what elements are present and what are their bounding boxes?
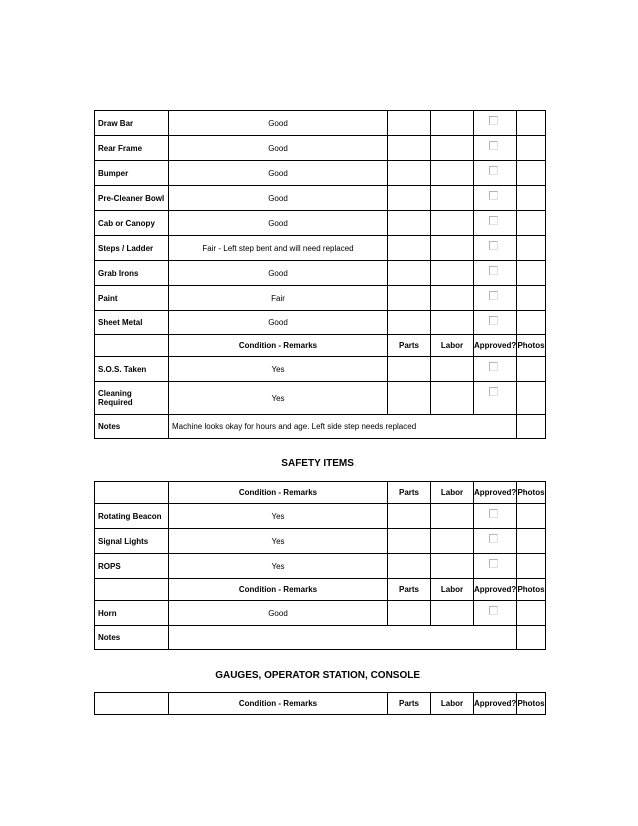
item-label: Pre-Cleaner Bowl [95, 186, 169, 211]
notes-row [95, 626, 546, 650]
inspection-row [95, 136, 546, 161]
approved-checkbox[interactable] [489, 291, 498, 300]
item-label: Signal Lights [95, 529, 169, 554]
condition-remark: Good [169, 311, 388, 335]
gauges-title-text: GAUGES, OPERATOR STATION, CONSOLE [215, 670, 421, 681]
approved-checkbox[interactable] [489, 266, 498, 275]
item-label: Paint [95, 286, 169, 311]
labor-cell[interactable] [431, 186, 474, 211]
condition-remark: Good [169, 211, 388, 236]
parts-cell[interactable] [388, 554, 431, 579]
parts-cell[interactable] [388, 504, 431, 529]
labor-cell[interactable] [431, 382, 474, 415]
approved-checkbox[interactable] [489, 509, 498, 518]
labor-header: Labor [431, 482, 474, 504]
labor-cell[interactable] [431, 504, 474, 529]
labor-cell[interactable] [431, 136, 474, 161]
approved-cell [474, 357, 517, 382]
labor-cell[interactable] [431, 111, 474, 136]
parts-cell[interactable] [388, 529, 431, 554]
parts-cell[interactable] [388, 111, 431, 136]
labor-cell[interactable] [431, 601, 474, 626]
column-header-row [95, 335, 546, 357]
general-inspection-table [94, 110, 546, 439]
item-label: ROPS [95, 554, 169, 579]
condition-remark: Yes [169, 357, 388, 382]
approved-checkbox[interactable] [489, 606, 498, 615]
condition-remark: Good [169, 111, 388, 136]
item-label: Sheet Metal [95, 311, 169, 335]
condition-remark: Good [169, 186, 388, 211]
photos-cell[interactable] [517, 261, 546, 286]
approved-cell [474, 236, 517, 261]
approved-header: Approved? [474, 482, 517, 504]
approved-checkbox[interactable] [489, 387, 498, 396]
parts-header: Parts [388, 693, 431, 715]
photos-cell[interactable] [517, 529, 546, 554]
inspection-row [95, 504, 546, 529]
notes-text[interactable]: Machine looks okay for hours and age. Left side step needs replaced [169, 415, 517, 439]
photos-cell[interactable] [517, 601, 546, 626]
parts-header: Parts [388, 335, 431, 357]
approved-checkbox[interactable] [489, 316, 498, 325]
approved-checkbox[interactable] [489, 116, 498, 125]
condition-remark: Good [169, 161, 388, 186]
approved-cell [474, 286, 517, 311]
photos-header: Photos [517, 693, 546, 715]
approved-checkbox[interactable] [489, 166, 498, 175]
approved-checkbox[interactable] [489, 241, 498, 250]
safety-items-table [94, 481, 546, 650]
approved-cell [474, 111, 517, 136]
item-label: Steps / Ladder [95, 236, 169, 261]
approved-checkbox[interactable] [489, 141, 498, 150]
approved-checkbox[interactable] [489, 362, 498, 371]
approved-cell [474, 601, 517, 626]
approved-cell [474, 186, 517, 211]
approved-cell [474, 311, 517, 335]
photos-header: Photos [517, 335, 546, 357]
approved-cell [474, 529, 517, 554]
parts-header: Parts [388, 579, 431, 601]
item-label: Bumper [95, 161, 169, 186]
approved-cell [474, 136, 517, 161]
column-header-row [95, 579, 546, 601]
approved-cell [474, 504, 517, 529]
labor-cell[interactable] [431, 211, 474, 236]
approved-checkbox[interactable] [489, 216, 498, 225]
photos-cell[interactable] [517, 626, 546, 650]
gauges-table [94, 692, 546, 715]
photos-cell[interactable] [517, 111, 546, 136]
labor-header: Labor [431, 335, 474, 357]
approved-header: Approved? [474, 335, 517, 357]
safety-title-text: SAFETY ITEMS [281, 458, 354, 469]
safety-items-title [0, 458, 638, 469]
item-label: Cleaning Required [95, 382, 169, 415]
title-dot: . [353, 458, 357, 469]
photos-cell[interactable] [517, 357, 546, 382]
labor-header: Labor [431, 579, 474, 601]
condition-remark: Yes [169, 504, 388, 529]
item-label: Grab Irons [95, 261, 169, 286]
condition-header: Condition - Remarks [169, 693, 388, 715]
labor-cell[interactable] [431, 286, 474, 311]
photos-cell[interactable] [517, 211, 546, 236]
header-blank [95, 579, 169, 601]
photos-cell[interactable] [517, 161, 546, 186]
inspection-row [95, 261, 546, 286]
notes-row [95, 415, 546, 439]
labor-cell[interactable] [431, 529, 474, 554]
photos-cell[interactable] [517, 186, 546, 211]
photos-cell[interactable] [517, 415, 546, 439]
parts-header: Parts [388, 482, 431, 504]
approved-cell [474, 211, 517, 236]
parts-cell[interactable] [388, 161, 431, 186]
photos-cell[interactable] [517, 311, 546, 335]
inspection-row [95, 161, 546, 186]
parts-cell[interactable] [388, 186, 431, 211]
condition-remark: Fair - Left step bent and will need replaced [169, 236, 388, 261]
item-label: S.O.S. Taken [95, 357, 169, 382]
condition-remark: Fair [169, 286, 388, 311]
parts-cell[interactable] [388, 601, 431, 626]
approved-cell [474, 554, 517, 579]
photos-header: Photos [517, 482, 546, 504]
parts-cell[interactable] [388, 311, 431, 335]
condition-remark: Yes [169, 554, 388, 579]
inspection-row [95, 186, 546, 211]
header-blank [95, 335, 169, 357]
approved-header: Approved? [474, 693, 517, 715]
condition-remark: Yes [169, 382, 388, 415]
approved-checkbox[interactable] [489, 534, 498, 543]
labor-cell[interactable] [431, 236, 474, 261]
condition-header: Condition - Remarks [169, 335, 388, 357]
approved-checkbox[interactable] [489, 191, 498, 200]
condition-header: Condition - Remarks [169, 579, 388, 601]
header-blank [95, 482, 169, 504]
photos-cell[interactable] [517, 136, 546, 161]
item-label: Rotating Beacon [95, 504, 169, 529]
condition-header: Condition - Remarks [169, 482, 388, 504]
item-label: Rear Frame [95, 136, 169, 161]
labor-cell[interactable] [431, 161, 474, 186]
approved-checkbox[interactable] [489, 559, 498, 568]
parts-cell[interactable] [388, 286, 431, 311]
notes-text[interactable] [169, 626, 517, 650]
photos-cell[interactable] [517, 286, 546, 311]
labor-header: Labor [431, 693, 474, 715]
labor-cell[interactable] [431, 261, 474, 286]
inspection-row [95, 286, 546, 311]
parts-cell[interactable] [388, 382, 431, 415]
parts-cell[interactable] [388, 136, 431, 161]
photos-header: Photos [517, 579, 546, 601]
inspection-row [95, 211, 546, 236]
photos-cell[interactable] [517, 236, 546, 261]
inspection-row [95, 529, 546, 554]
approved-header: Approved? [474, 579, 517, 601]
item-label: Horn [95, 601, 169, 626]
condition-remark: Good [169, 136, 388, 161]
inspection-row [95, 311, 546, 335]
condition-remark: Good [169, 601, 388, 626]
labor-cell[interactable] [431, 311, 474, 335]
labor-cell[interactable] [431, 554, 474, 579]
photos-cell[interactable] [517, 554, 546, 579]
notes-label: Notes [95, 626, 169, 650]
item-label: Cab or Canopy [95, 211, 169, 236]
parts-cell[interactable] [388, 357, 431, 382]
inspection-row [95, 382, 546, 415]
condition-remark: Yes [169, 529, 388, 554]
inspection-row [95, 357, 546, 382]
gauges-title [0, 670, 638, 681]
parts-cell[interactable] [388, 261, 431, 286]
title-dot: . [420, 670, 423, 681]
notes-label: Notes [95, 415, 169, 439]
condition-remark: Good [169, 261, 388, 286]
approved-cell [474, 382, 517, 415]
column-header-row [95, 693, 546, 715]
inspection-row [95, 236, 546, 261]
parts-cell[interactable] [388, 236, 431, 261]
photos-cell[interactable] [517, 382, 546, 415]
inspection-row [95, 601, 546, 626]
header-blank [95, 693, 169, 715]
inspection-row [95, 554, 546, 579]
approved-cell [474, 261, 517, 286]
photos-cell[interactable] [517, 504, 546, 529]
inspection-row [95, 111, 546, 136]
item-label: Draw Bar [95, 111, 169, 136]
labor-cell[interactable] [431, 357, 474, 382]
parts-cell[interactable] [388, 211, 431, 236]
approved-cell [474, 161, 517, 186]
column-header-row [95, 482, 546, 504]
